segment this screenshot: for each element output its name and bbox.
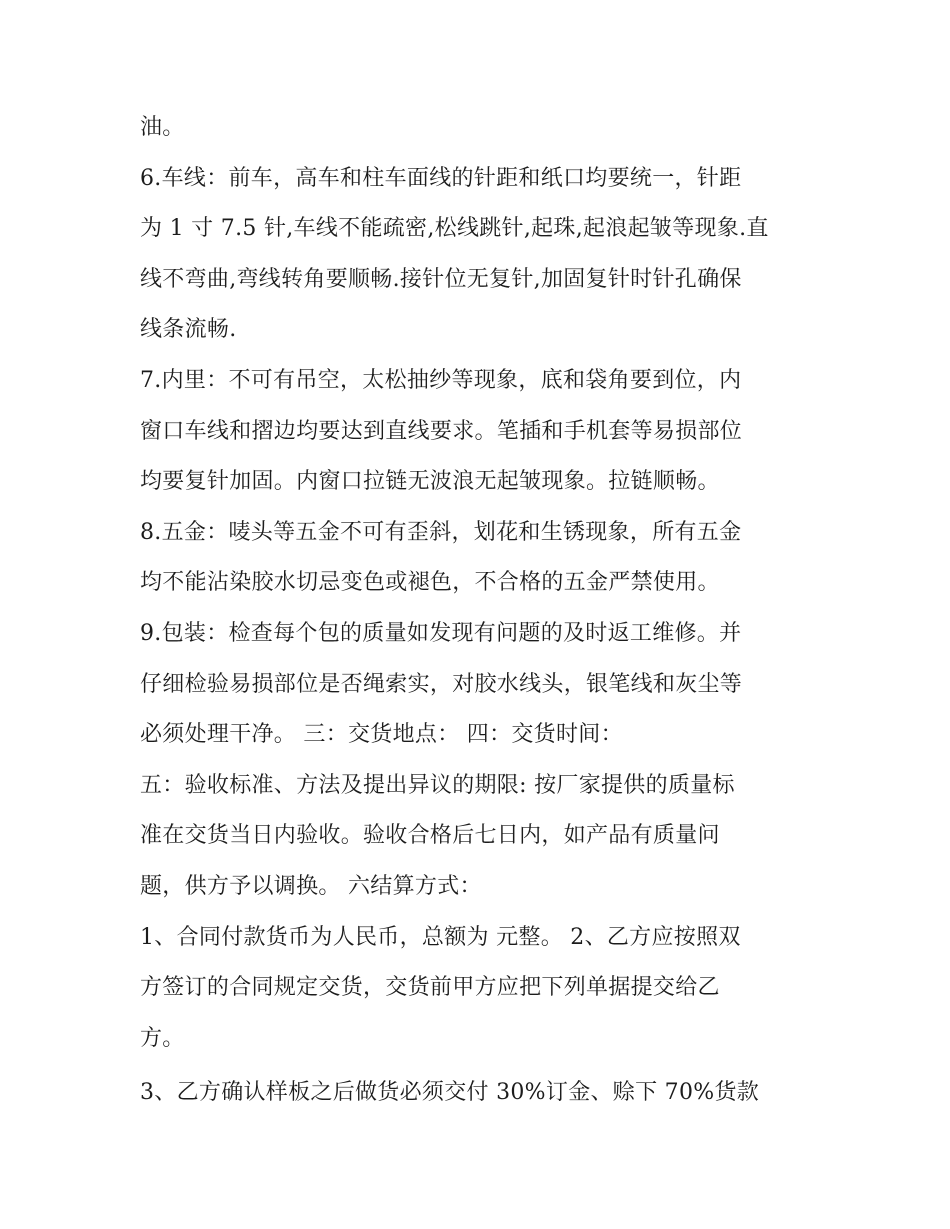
text-line: 8.五金：唛头等五金不可有歪斜，划花和生锈现象，所有五金 [140, 519, 742, 545]
document-body [140, 103, 812, 1119]
text-line: 均不能沾染胶水切忌变色或褪色，不合格的五金严禁使用。 [140, 570, 720, 596]
text-line: 仔细检验易损部位是否绳索实，对胶水线头，银笔线和灰尘等 [140, 671, 743, 697]
text-line: 线条流畅. [140, 317, 237, 343]
text-line: 准在交货当日内验收。验收合格后七日内，如产品有质量问 [140, 823, 720, 849]
text-line: 1、合同付款货币为人民币，总额为 元整。 2、乙方应按照双 [140, 924, 741, 950]
text-line: 方。 [140, 1025, 185, 1051]
text-line: 五：验收标准、方法及提出异议的期限: 按厂家提供的质量标 [140, 772, 735, 798]
text-line: 线不弯曲,弯线转角要顺畅.接针位无复针,加固复针时针孔确保 [140, 266, 742, 292]
text-line: 9.包装：检查每个包的质量如发现有问题的及时返工维修。并 [140, 620, 742, 646]
text-line: 油。 [140, 115, 185, 140]
text-line: 为 1 寸 7.5 针,车线不能疏密,松线跳针,起珠,起浪起皱等现象.直 [140, 216, 769, 242]
text-line: 7.内里：不可有吊空，太松抽纱等现象，底和袋角要到位，内 [140, 367, 742, 393]
text-line: 方签订的合同规定交货，交货前甲方应把下列单据提交给乙 [140, 975, 720, 1001]
text-line: 3、乙方确认样板之后做货必须交付 30%订金、赊下 70%货款 [140, 1080, 760, 1106]
text-line: 必须处理干净。 三：交货地点： 四：交货时间： [140, 722, 623, 748]
text-line: 6.车线：前车，高车和柱车面线的针距和纸口均要统一，针距 [140, 165, 742, 191]
text-line: 窗口车线和摺边均要达到直线要求。笔插和手机套等易损部位 [140, 418, 743, 444]
text-line: 均要复针加固。内窗口拉链无波浪无起皱现象。拉链顺畅。 [140, 469, 720, 495]
text-line: 题，供方予以调换。 六结算方式： [140, 873, 482, 899]
